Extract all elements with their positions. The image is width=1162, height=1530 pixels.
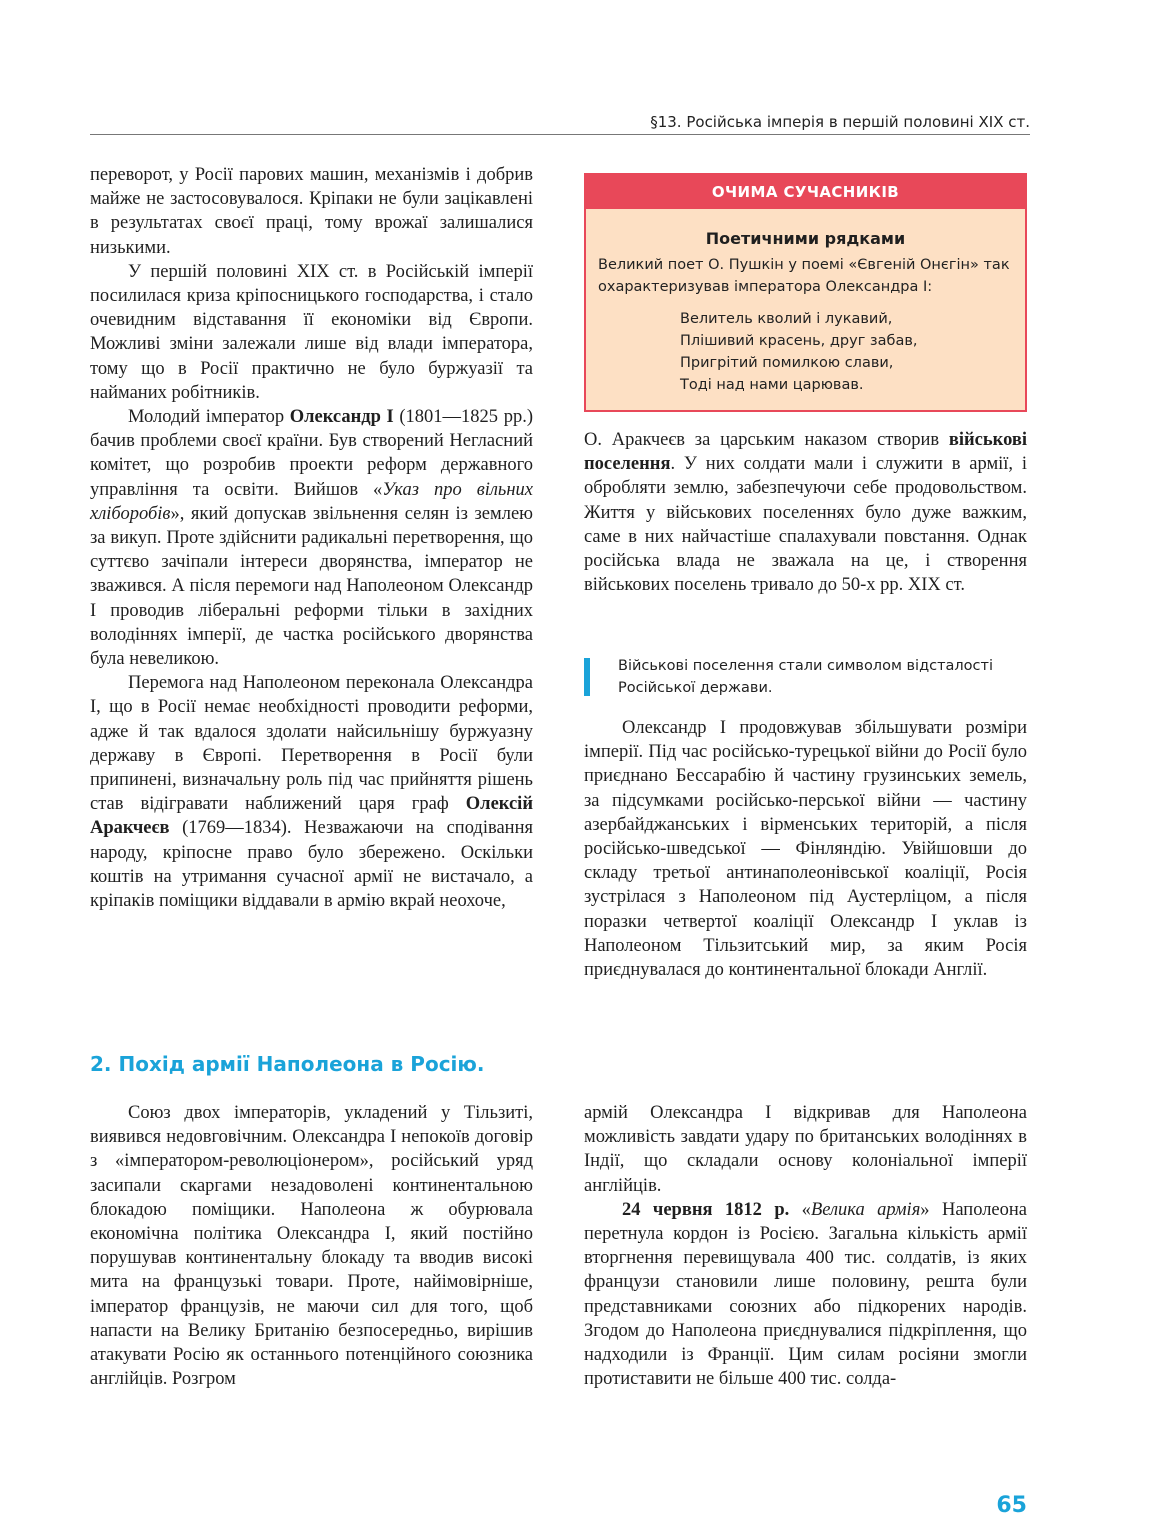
- column-right-middle: [584, 716, 1027, 982]
- poem-line: Велитель кволий і лукавий,: [680, 311, 893, 327]
- poem-line: Плішивий красень, друг забав,: [680, 333, 918, 349]
- paragraph: 24 червня 1812 р. «Велика армія» Наполеона перетнула кордон із Росією. Загальна кількість армії вторгнення перевищувала 400 тис. солдатів, із яких французи становили лише половину, решта були представниками союзних або підкорених народів. Згодом до Наполеона приєднувалися підкріплення, що надходили із Франції. Цим силам росіяни змогли протиставити не більше 400 тис. солда-: [584, 1199, 1028, 1390]
- poem-line: Тоді над нами царював.: [680, 377, 864, 393]
- paragraph: Перемога над Наполеоном переконала Олександра I, що в Росії немає необхідності проводити реформи, адже й так вдалося здолати найсильнішу буржуазну державу в Європі. Перетворення в Росії були припинені, визначальну роль під час прийняття рішень став відігравати наближений царя граф Олексій Аракчеєв (1769—1834). Незважаючи на сподівання народу, кріпосне право було збережено. Оскільки коштів на утримання сучасної армії не вистачало, а кріпаків поміщики віддавали в армію вкрай неохоче,: [90, 673, 533, 912]
- column-right-top: [584, 428, 1027, 597]
- term-decree: Указ про вільних хліборобів: [90, 479, 533, 524]
- paragraph: Молодий імператор Олександр I (1801—1825 рр.) бачив проблеми своєї країни. Був створений Негласний комітет, що розробив проекти реформ державного управління та освіти. Вийшов «Указ про вільних хліборобів», який допускав звільнення селян із землею за викуп. Проте здійснити радикальні перетворення, що суттєво зачіпали інтереси дворянства, імператор не зважився. А після перемоги над Наполеоном Олександр I проводив ліберальні реформи тільки в західних володіннях імперії, де частка російського дворянства була невеликою.: [90, 407, 533, 670]
- page-number: 65: [996, 1493, 1027, 1518]
- box-header: ОЧИМА СУЧАСНИКІВ: [586, 175, 1025, 209]
- term-date: 24 червня 1812 р.: [622, 1199, 790, 1220]
- term-arakcheev: Олексій Аракчеєв: [90, 794, 533, 839]
- eyewitness-box: [584, 173, 1027, 412]
- term-grand-army: Велика армія: [810, 1199, 921, 1220]
- note-bar: [584, 658, 590, 696]
- box-subtitle: Поетичними рядками: [705, 229, 906, 248]
- term-alexander: Олександр I: [289, 407, 394, 428]
- header-rule: [90, 134, 1030, 135]
- poem-line: Пригрітий помилкою слави,: [680, 355, 894, 371]
- paragraph: армій Олександра I відкривав для Наполеона можливість завдати удару по британських володіннях в Індії, що складали основу колоніальної імперії англійців.: [584, 1103, 1027, 1196]
- note-text: Військові поселення стали символом відсталості Російської держави.: [618, 658, 993, 696]
- term-settlements: військові поселення: [584, 430, 1027, 475]
- column-left-bottom: [90, 1101, 533, 1391]
- paragraph: О. Аракчеєв за царським наказом створив військові поселення. У них солдати мали і служити в армії, і обробляти землю, забезпечуючи себе продовольством. Життя у військових поселеннях було дуже важким, саме в них найчастіше спалахували повстання. Однак російська влада не зважала на це, і створення військових поселень тривало до 50-х рр. XIX ст.: [584, 430, 1027, 596]
- box-text: Великий поет О. Пушкін у поемі «Євгеній Онєгін» так охарактеризував імператора Олександра I:: [598, 257, 1010, 295]
- running-header: §13. Російська імперія в першій половині XIX ст.: [650, 113, 1030, 131]
- column-left-top: [90, 163, 533, 913]
- paragraph: переворот, у Росії парових машин, механізмів і добрив майже не застосовувалося. Кріпаки не були зацікавлені в результатах своєї праці, тому врожаї залишалися низькими.: [90, 165, 533, 258]
- paragraph: Союз двох імператорів, укладений у Тільзиті, виявився недовговічним. Олександра I непокоїв договір з «імператором-революціонером», російський уряд засипали скаргами незадоволені континентальною блокадою поміщики. Наполеона ж обурювала економічна політика Олександра I, який постійно порушував континентальну блокаду та вводив високі мита на французькі товари. Проте, найімовірніше, імператор французів, не маючи сил для того, щоб напасти на Велику Британію безпосередньо, вирішив атакувати Росію як останнього потенційного союзника англійців. Розгром: [90, 1103, 533, 1390]
- column-right-bottom: [584, 1101, 1027, 1391]
- paragraph: У першій половині XIX ст. в Російській імперії посилилася криза кріпосницького господарства, і стало очевидним відставання її економіки від Європи. Можливі зміни залежали лише від влади імператора, тому що в Росії практично не було буржуазії та найманих робітників.: [90, 261, 533, 403]
- poem: [680, 308, 1025, 396]
- paragraph: Олександр I продовжував збільшувати розміри імперії. Під час російсько-турецької війни до Росії було приєднано Бессарабію й частину грузинських земель, за підсумками російсько-перської війни — частину азербайджанських і вірменських територій, а після російсько-шведської — Фінляндію. Увійшовши до складу третьої антинаполеонівської коаліції, Росія зустрілася з Наполеоном під Аустерліцом, а після поразки четвертої коаліції Олександр I уклав із Наполеоном Тільзитський мир, за яким Росія приєднувалася до континентальної блокади Англії.: [584, 718, 1027, 981]
- section-title: 2. Похід армії Наполеона в Росію.: [90, 1052, 485, 1076]
- key-note: [584, 655, 1027, 697]
